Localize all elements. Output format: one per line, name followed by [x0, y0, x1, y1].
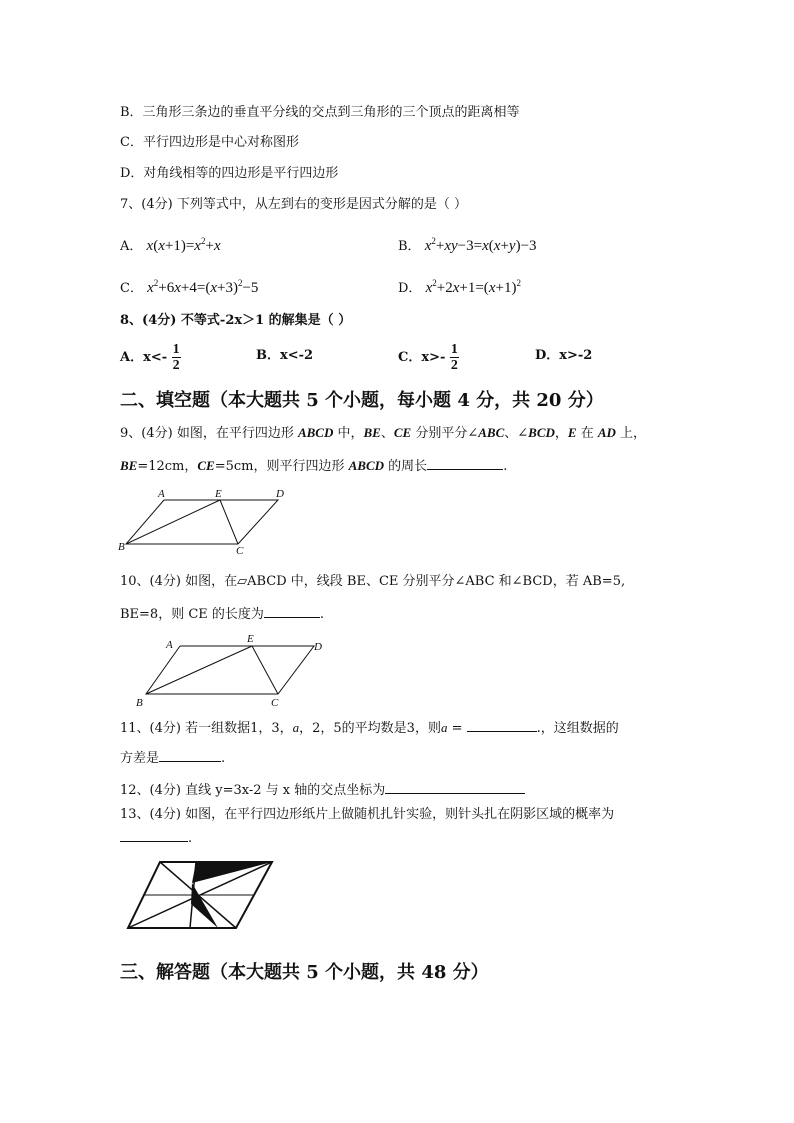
answer-blank — [385, 780, 525, 794]
q7-option-d — [398, 274, 521, 298]
q8-option-a — [120, 342, 181, 373]
text: a — [440, 720, 448, 735]
vertex-label-b: B — [118, 541, 125, 553]
q7-a-label: A． — [120, 239, 143, 254]
q13-line-1: 13、(4分) 如图，在平行四边形纸片上做随机扎针实验，则针头扎在阴影区域的概率为 — [120, 807, 615, 822]
q9-line-1 — [120, 424, 646, 443]
text: . — [319, 607, 325, 622]
q11-line-2 — [120, 748, 225, 768]
q8-option-d: D．x>-2 — [535, 348, 593, 363]
text: BE — [363, 425, 381, 440]
text: 分别平分∠ — [411, 426, 479, 441]
text: 在 — [576, 426, 598, 441]
vertex-label-b: B — [136, 697, 143, 709]
text: 方差是 — [120, 751, 160, 766]
vertex-label-a: A — [158, 488, 165, 500]
vertex-label-e: E — [247, 633, 254, 645]
text: BCD — [528, 425, 555, 440]
q8-a-fraction — [172, 342, 181, 373]
text: a — [292, 720, 300, 735]
text: 、 — [380, 426, 394, 441]
q8-a-label: A．x<- — [120, 350, 168, 365]
text: CE — [197, 458, 215, 473]
vertex-label-c: C — [271, 697, 279, 709]
text: ， — [554, 426, 568, 441]
answer-blank — [120, 828, 188, 842]
q9-line-2 — [120, 456, 507, 476]
q7-d-expr: $x^2+2x+1=(x+1)^2$ — [425, 278, 521, 296]
text: BE=8，则 CE 的长度为 — [120, 607, 264, 622]
q10-line-1: 10、(4分) 如图，在▱ABCD 中，线段 BE、CE 分别平分∠ABC 和∠BCD，若 AB=5, — [120, 574, 626, 589]
answer-blank — [264, 604, 320, 618]
text: .，这组数据的 — [536, 721, 619, 736]
vertex-label-c: C — [236, 545, 244, 557]
text: 12、(4分) 直线 y=3x-2 与 x 轴的交点坐标为 — [120, 783, 386, 798]
section-3-title: 三、解答题（本大题共 5 个小题，共 48 分） — [120, 962, 489, 983]
q7-b-expr: $x^2+xy-3=x(x+y)-3$ — [424, 236, 537, 254]
text: BE — [120, 458, 138, 473]
q7-option-b — [398, 232, 537, 256]
q7-option-c — [120, 274, 258, 298]
text: ，2，5的平均数是3，则 — [299, 721, 441, 736]
text: = — [447, 721, 467, 736]
text: 中， — [333, 426, 364, 441]
q7-c-label: C． — [120, 281, 143, 296]
vertex-label-d: D — [314, 641, 322, 653]
q8-option-b: B．x<-2 — [256, 348, 314, 363]
q6-option-c: C．平行四边形是中心对称图形 — [120, 135, 299, 150]
q8-c-fraction — [450, 342, 459, 373]
answer-blank — [467, 718, 537, 732]
q7-c-expr: $x^2+6x+4=(x+3)^2-5$ — [147, 278, 259, 296]
section-2-title: 二、填空题（本大题共 5 个小题，每小题 4 分，共 20 分） — [120, 390, 604, 411]
text: 的周长 — [384, 459, 428, 474]
text: 9、(4分) 如图，在平行四边形 — [120, 426, 298, 441]
text: . — [503, 459, 508, 474]
text: 11、(4分) 若一组数据1，3， — [120, 721, 293, 736]
vertex-label-d: D — [276, 488, 284, 500]
q7-a-expr: $x(x+1)=x^2+x$ — [146, 236, 221, 254]
q12-line — [120, 780, 525, 800]
q10-line-2 — [120, 604, 324, 624]
vertex-label-a: A — [166, 639, 173, 651]
text: AD — [597, 425, 616, 440]
text: 上， — [615, 426, 647, 441]
q7-stem: 7、(4分) 下列等式中，从左到右的变形是因式分解的是（ ） — [120, 197, 467, 212]
answer-blank — [159, 748, 221, 762]
q6-option-b: B．三角形三条边的垂直平分线的交点到三角形的三个顶点的距离相等 — [120, 105, 520, 120]
text: CE — [393, 425, 412, 440]
text: =12cm， — [137, 459, 198, 474]
text: 、∠ — [504, 426, 529, 441]
text: =5cm，则平行四边形 — [214, 459, 349, 474]
fraction-numerator: 1 — [172, 342, 180, 357]
answer-blank — [427, 456, 503, 470]
q8-option-c — [398, 342, 459, 373]
fraction-denominator: 2 — [450, 358, 458, 373]
q8-stem: 8、(4分) 不等式-2x＞1 的解集是（ ） — [120, 313, 352, 328]
vertex-label-e: E — [215, 488, 222, 500]
text: . — [221, 751, 226, 766]
text: E — [567, 425, 577, 440]
fraction-numerator: 1 — [450, 342, 458, 357]
q10-parallelogram-figure — [132, 632, 332, 710]
q8-c-label: C．x>- — [398, 350, 446, 365]
q13-shaded-parallelogram-figure — [124, 856, 280, 932]
q9-parallelogram-figure — [112, 486, 302, 558]
fraction-denominator: 2 — [172, 358, 180, 373]
q7-d-label: D． — [398, 281, 422, 296]
text: ABCD — [348, 458, 385, 473]
q7-b-label: B． — [398, 239, 421, 254]
q6-option-d: D．对角线相等的四边形是平行四边形 — [120, 166, 339, 181]
text: . — [188, 831, 193, 846]
q11-line-1 — [120, 718, 619, 738]
q13-line-2 — [120, 828, 192, 848]
text: ABCD — [297, 425, 334, 440]
q7-option-a — [120, 232, 221, 256]
text: ABC — [478, 425, 505, 440]
